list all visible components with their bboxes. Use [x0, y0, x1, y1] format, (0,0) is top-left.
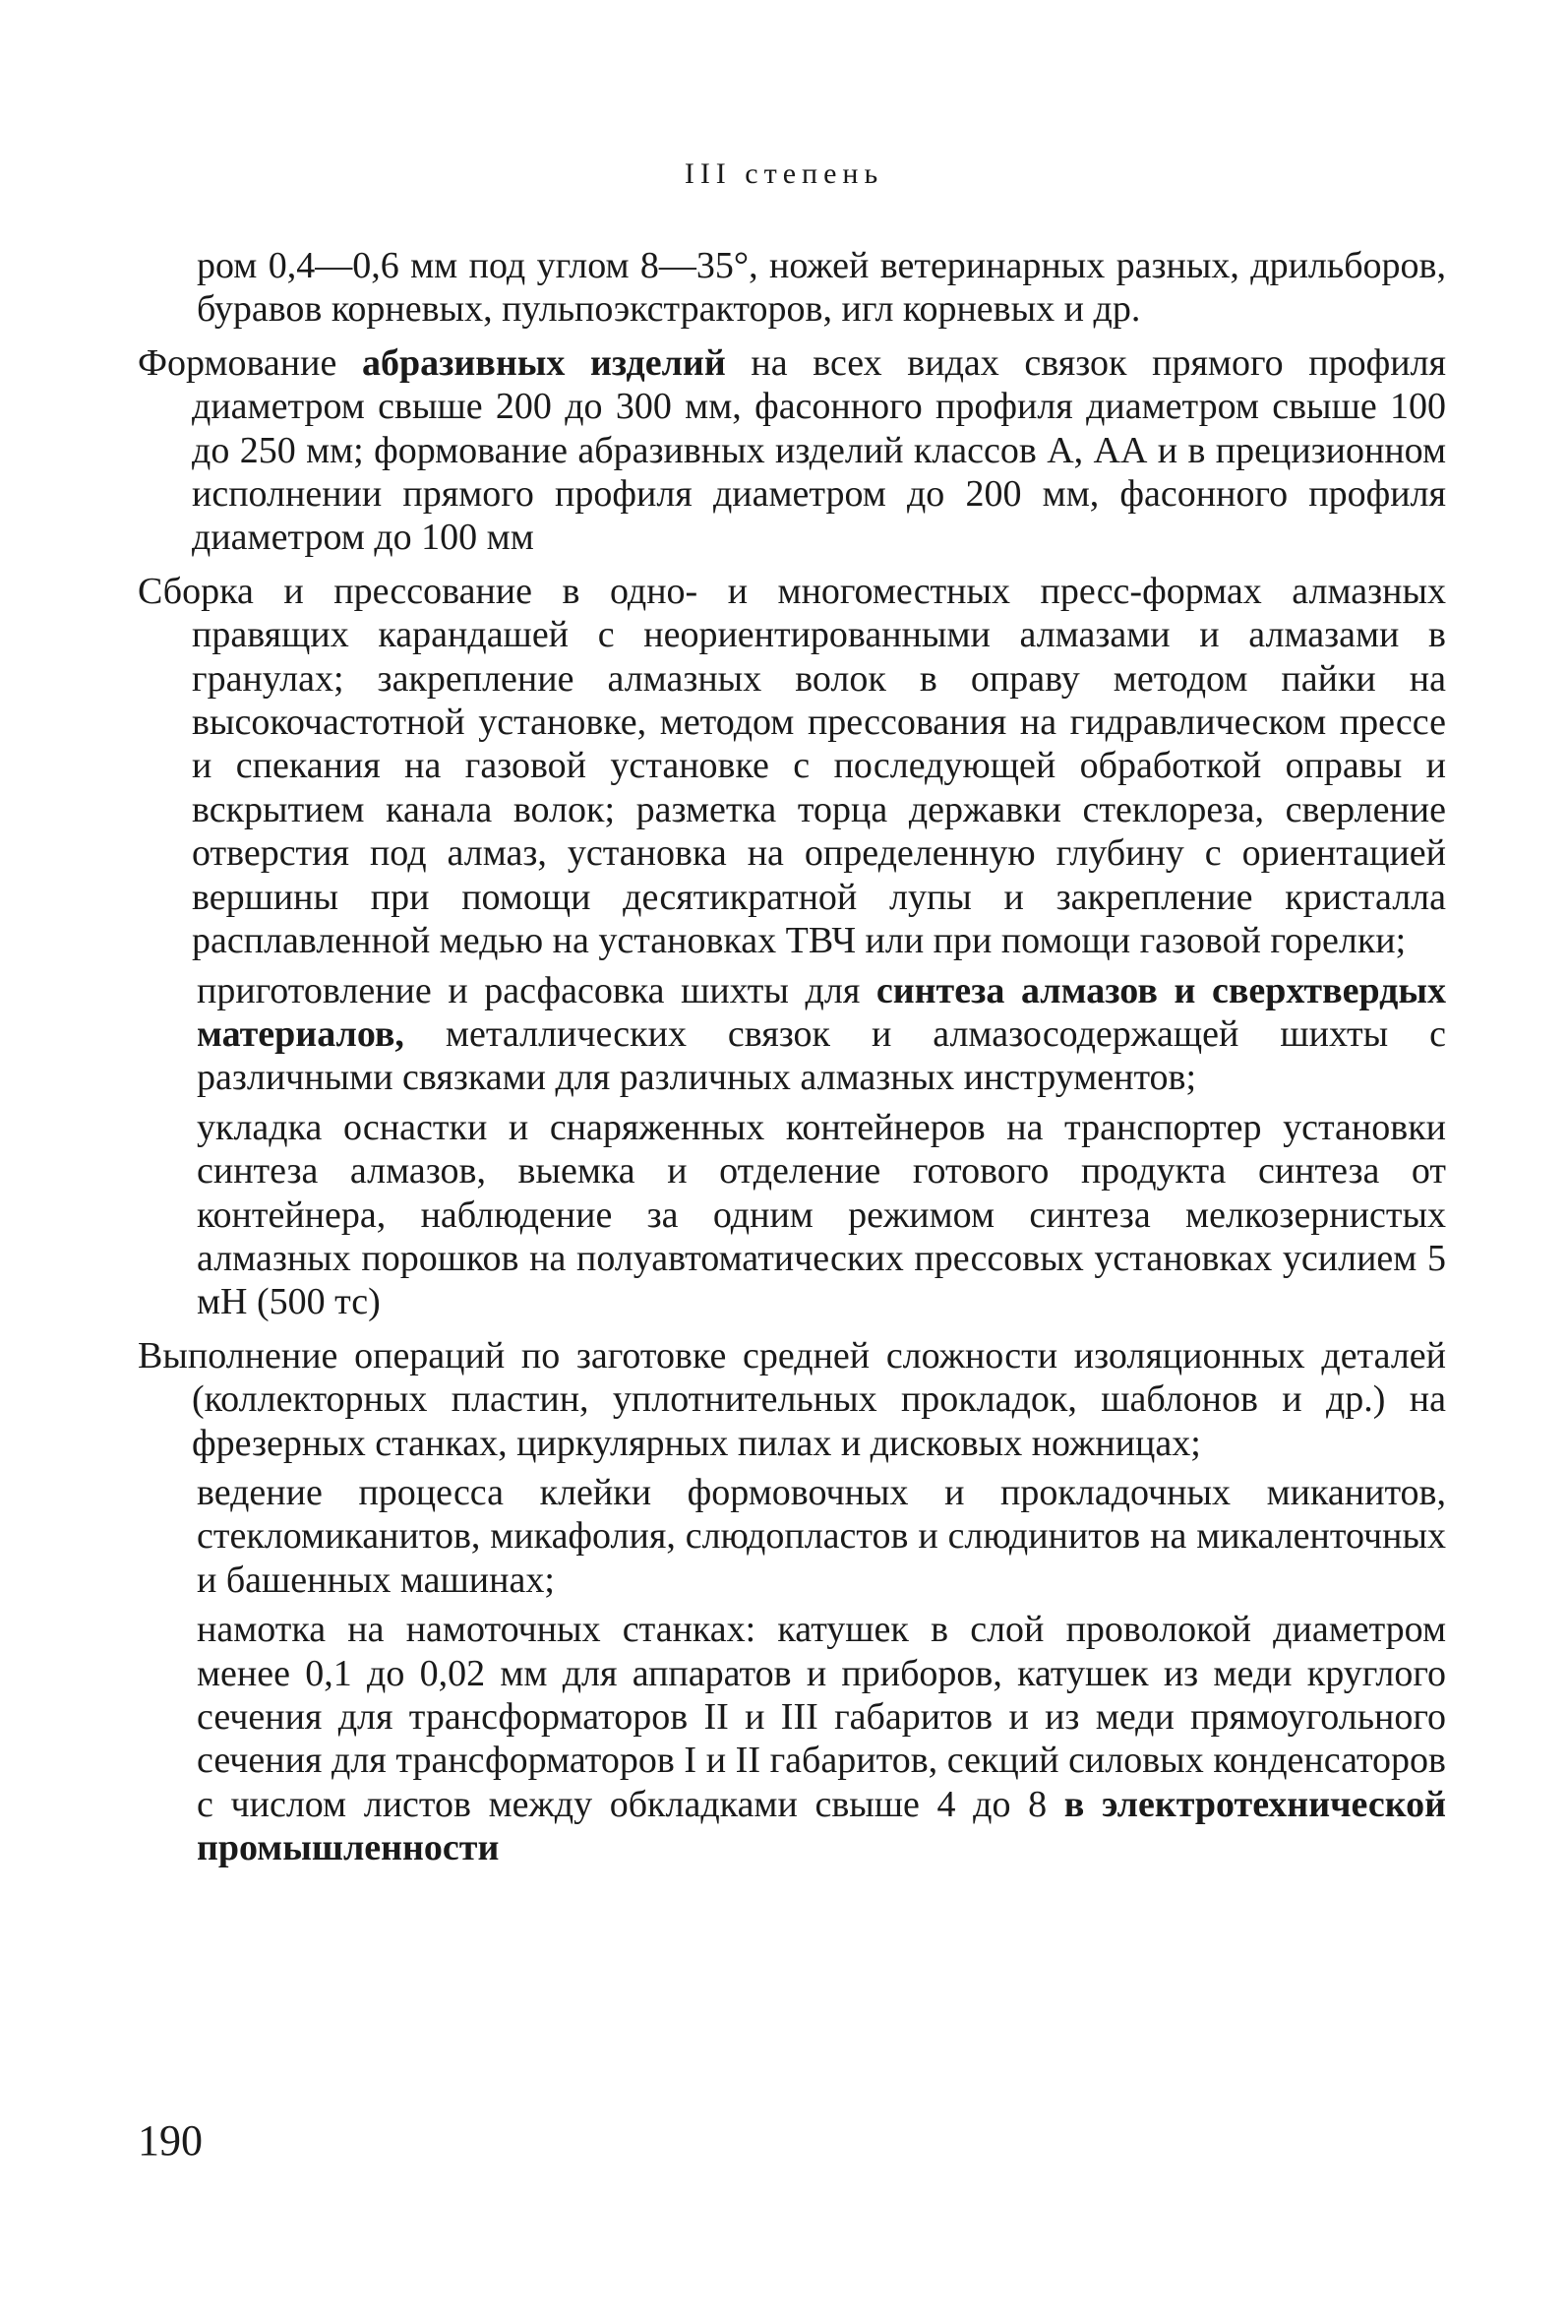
- paragraph-insulation-parts: [138, 1334, 1446, 1465]
- text-run: металлических связок и алмазосодержащей шихты с различными связками для различных алмазных инструментов;: [197, 1012, 1446, 1099]
- running-header: III степень: [684, 157, 884, 190]
- text-run: укладка оснастки и снаряженных контейнеров на транспортер установки синтеза алмазов, выемка и отделение готового продукта синтеза от контейнера, наблюдение за одним режимом синтеза мелкозернистых алмазных порошков на полуавтоматических прессовых установках усилием 5 мН (500 тс): [197, 1106, 1446, 1323]
- text-run: приготовление и расфасовка шихты для: [197, 969, 876, 1011]
- text-run: Формование: [138, 341, 362, 384]
- paragraph-micanite-gluing: [138, 1471, 1446, 1602]
- text-run: ром 0,4—0,6 мм под углом 8—35°, ножей ветеринарных разных, дрильборов, буравов корневых, пульпоэкстракторов, игл корневых и др.: [197, 245, 1446, 331]
- bold-term: в электротехнической промышленности: [197, 1783, 1447, 1869]
- paragraph-assembly-pressing: [138, 570, 1446, 963]
- paragraph-synthesis-tooling: [138, 1106, 1446, 1324]
- text-run: Выполнение операций по заготовке средней сложности изоляционных деталей (коллекторных пластин, уплотнительных прокладок, шаблонов и др.) на фрезерных станках, циркулярных пилах и дисковых ножницах;: [138, 1334, 1446, 1464]
- text-run: намотка на намоточных станках: катушек в слой проволокой диаметром менее 0,1 до 0,02 мм для аппаратов и приборов, катушек из меди круглого сечения для трансформаторов II и III габаритов и из меди прямоугольного сечения для трансформаторов I и II габаритов, секций силовых конденсаторов с числом листов между обкладками свыше 4 до 8: [197, 1609, 1446, 1825]
- paragraph-abrasive-forming: [138, 341, 1446, 560]
- paragraph-charge-preparation: [138, 969, 1446, 1100]
- paragraph-continuation: [138, 244, 1446, 332]
- body-text: [138, 244, 1446, 1870]
- text-run: на всех видах связок прямого профиля диаметром свыше 200 до 300 мм, фасонного профиля диаметром свыше 100 до 250 мм; формование абразивных изделий классов А, АА и в прецизионном исполнении прямого профиля диаметром до 200 мм, фасонного профиля диаметром до 100 мм: [192, 341, 1447, 559]
- text-run: ведение процесса клейки формовочных и прокладочных миканитов, стекломиканитов, микафолия, слюдопластов и слюдинитов на микаленточных и башенных машинах;: [197, 1471, 1446, 1601]
- bold-term: абразивных изделий: [362, 341, 726, 384]
- text-run: Сборка и прессование в одно- и многоместных пресс-формах алмазных правящих карандашей с неориентированными алмазами и алмазами в гранулах; закрепление алмазных волок в оправу методом пайки на высокочастотной установке, методом прессования на гидравлическом прессе и спекания на газовой установке с последующей обработкой оправы и вскрытием канала волок; разметка торца державки стеклореза, сверление отверстия под алмаз, установка на определенную глубину с ориентацией вершины при помощи десятикратной лупы и закрепление кристалла расплавленной медью на установках ТВЧ или при помощи газовой горелки;: [138, 570, 1446, 962]
- paragraph-coil-winding: [138, 1608, 1446, 1869]
- page-number: 190: [138, 2116, 203, 2165]
- bold-term: синтеза алмазов и сверхтвердых материалов,: [197, 969, 1446, 1055]
